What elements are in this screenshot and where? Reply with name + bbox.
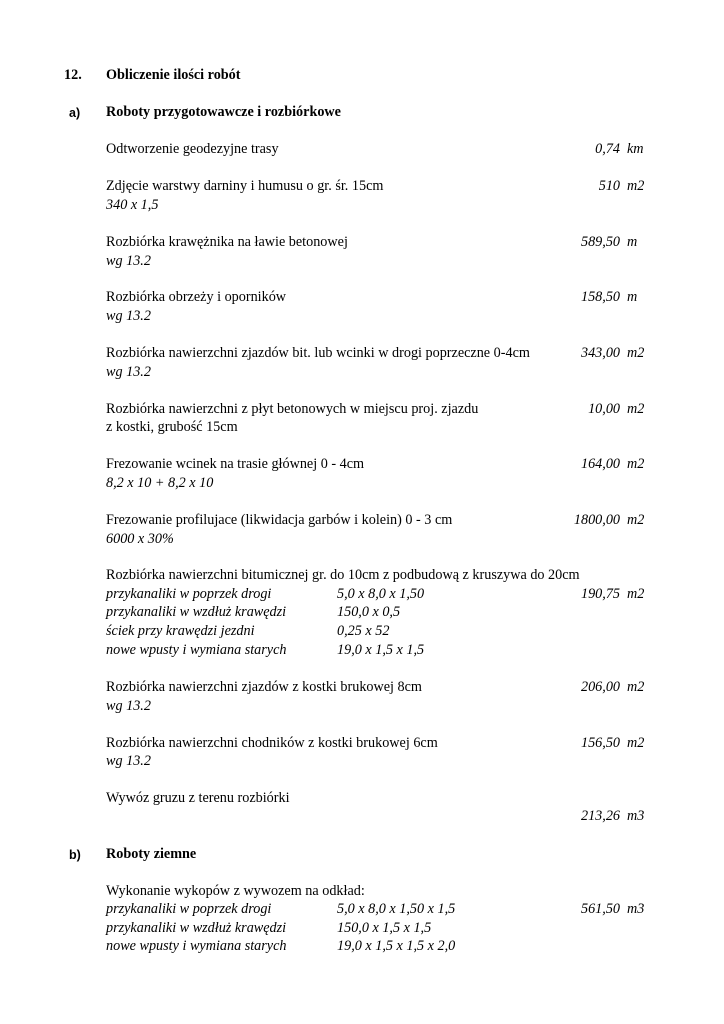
- item-note: wg 13.2: [106, 364, 151, 380]
- calc-row-formula: 5,0 x 8,0 x 1,50: [337, 586, 425, 602]
- item-qty: 206,00: [580, 679, 620, 695]
- item-text: Zdjęcie warstwy darniny i humusu o gr. śr. 15cm: [106, 178, 384, 194]
- section-label-a: a): [69, 106, 81, 120]
- item-text: Frezowanie profilujace (likwidacja garbów i kolein) 0 - 3 cm: [106, 512, 453, 528]
- item-note: wg 13.2: [106, 308, 151, 324]
- item-qty: 156,50: [580, 735, 620, 751]
- item-qty: 1800,00: [573, 512, 620, 528]
- calc-row-formula: 150,0 x 0,5: [337, 604, 401, 620]
- calc-row-name: nowe wpusty i wymiana starych: [106, 642, 287, 658]
- item-unit: m2: [627, 401, 645, 417]
- calc-row-name: przykanaliki w poprzek drogi: [106, 586, 272, 602]
- item-unit: m2: [627, 345, 645, 361]
- item-qty: 158,50: [580, 289, 620, 305]
- item-unit: m3: [627, 808, 645, 824]
- item-note: 8,2 x 10 + 8,2 x 10: [106, 475, 214, 491]
- heading-title: Obliczenie ilości robót: [106, 67, 241, 83]
- calc-row-formula: 19,0 x 1,5 x 1,5 x 2,0: [337, 938, 456, 954]
- item-unit: m2: [627, 735, 645, 751]
- item-text: Rozbiórka nawierzchni zjazdów z kostki brukowej 8cm: [106, 679, 422, 695]
- calc-row-formula: 150,0 x 1,5 x 1,5: [337, 920, 432, 936]
- item-qty: 164,00: [580, 456, 620, 472]
- item-unit: km: [627, 141, 644, 157]
- item-unit: m3: [627, 901, 645, 917]
- item-qty: 190,75: [580, 586, 620, 602]
- item-text: Rozbiórka nawierzchni zjazdów bit. lub wcinki w drogi poprzeczne 0-4cm: [106, 345, 530, 361]
- item-text: Rozbiórka nawierzchni chodników z kostki brukowej 6cm: [106, 735, 438, 751]
- item-qty: 213,26: [580, 808, 620, 824]
- calc-row-name: przykanaliki w wzdłuż krawędzi: [106, 920, 287, 936]
- calc-row-name: przykanaliki w wzdłuż krawędzi: [106, 604, 287, 620]
- item-qty: 0,74: [595, 141, 620, 157]
- calc-row-formula: 0,25 x 52: [337, 623, 390, 639]
- heading-number: 12.: [64, 67, 82, 83]
- item-unit: m2: [627, 679, 645, 695]
- item-text: Frezowanie wcinek na trasie głównej 0 - 4cm: [106, 456, 365, 472]
- calc-row-name: przykanaliki w poprzek drogi: [106, 901, 272, 917]
- item-text: Rozbiórka obrzeży i oporników: [106, 289, 287, 305]
- item-text: Rozbiórka nawierzchni bitumicznej gr. do 10cm z podbudową z kruszywa do 20cm: [106, 567, 580, 583]
- calc-row-formula: 5,0 x 8,0 x 1,50 x 1,5: [337, 901, 456, 917]
- item-qty: 561,50: [580, 901, 620, 917]
- section-title-b: Roboty ziemne: [106, 846, 197, 862]
- item-unit: m2: [627, 512, 645, 528]
- item-text: Odtworzenie geodezyjne trasy: [106, 141, 279, 157]
- item-note: 6000 x 30%: [106, 531, 174, 547]
- item-note: 340 x 1,5: [106, 197, 159, 213]
- item-unit: m2: [627, 456, 645, 472]
- item-qty: 343,00: [580, 345, 620, 361]
- section-title-a: Roboty przygotowawcze i rozbiórkowe: [106, 104, 341, 120]
- section-label-b: b): [69, 848, 81, 862]
- calc-row-formula: 19,0 x 1,5 x 1,5: [337, 642, 425, 658]
- item-unit: m: [627, 234, 638, 250]
- item-qty: 589,50: [580, 234, 620, 250]
- item-note: wg 13.2: [106, 253, 151, 269]
- item-note: wg 13.2: [106, 753, 151, 769]
- item-text: Rozbiórka nawierzchni z płyt betonowych w miejscu proj. zjazdu: [106, 401, 479, 417]
- item-text-continued: z kostki, grubość 15cm: [106, 419, 238, 435]
- calc-row-name: ściek przy krawędzi jezdni: [106, 623, 255, 639]
- item-unit: m2: [627, 178, 645, 194]
- item-text: Rozbiórka krawężnika na ławie betonowej: [106, 234, 348, 250]
- item-text: Wykonanie wykopów z wywozem na odkład:: [106, 883, 365, 899]
- item-qty: 10,00: [588, 401, 620, 417]
- item-qty: 510: [598, 178, 620, 194]
- item-text: Wywóz gruzu z terenu rozbiórki: [106, 790, 290, 806]
- item-unit: m: [627, 289, 638, 305]
- item-unit: m2: [627, 586, 645, 602]
- calc-row-name: nowe wpusty i wymiana starych: [106, 938, 287, 954]
- item-note: wg 13.2: [106, 698, 151, 714]
